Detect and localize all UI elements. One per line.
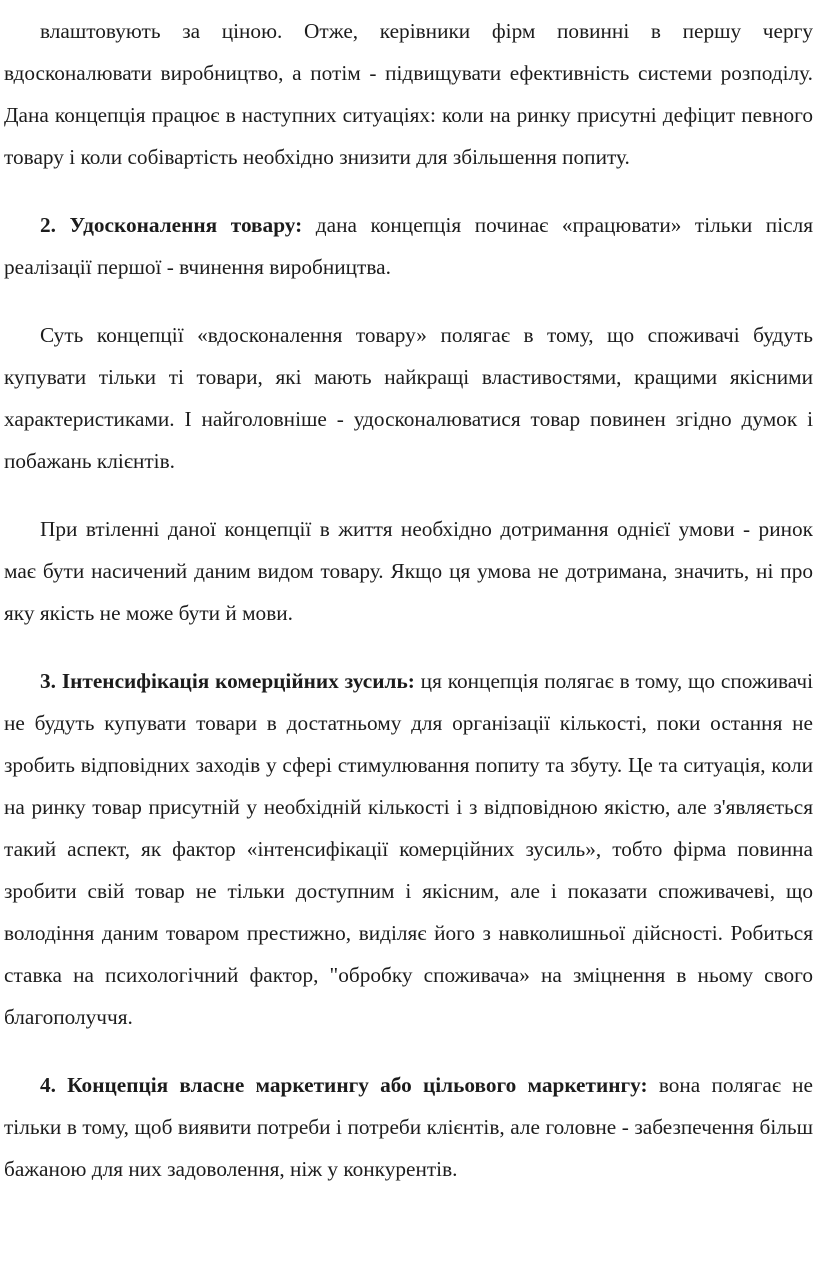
- paragraph-lead: 4. Концепція власне маркетингу або цільового маркетингу:: [40, 1073, 648, 1097]
- paragraph-text: При втіленні даної концепції в життя необхідно дотримання однієї умови - ринок має бути насичений даним видом товару. Якщо ця умова не дотримана, значить, ні про яку якість не може бути й мови.: [4, 517, 813, 625]
- paragraph-target-marketing: [4, 1064, 813, 1190]
- paragraph-product-essence: [4, 314, 813, 482]
- paragraph-text: ця концепція полягає в тому, що споживачі не будуть купувати товари в достатньому для організації кількості, поки остання не зробить відповідних заходів у сфері стимулювання попиту та збуту. Це та ситуація, коли на ринку товар присутній у необхідній кількості і з відповідною якістю, але з'являється такий аспект, як фактор «інтенсифікації комерційних зусиль», тобто фірма повинна зробити свій товар не тільки доступним і якісним, але і показати споживачеві, що володіння даним товаром престижно, виділяє його з навколишньої дійсності. Робиться ставка на психологічний фактор, "обробку споживача» на зміцнення в ньому свого благополуччя.: [4, 669, 814, 1029]
- paragraph-production-concept-end: [4, 10, 813, 178]
- paragraph-text: дана концепція починає «працювати» тільки після реалізації першої - вчинення виробництва.: [4, 213, 813, 279]
- paragraph-lead: 2. Удосконалення товару:: [40, 213, 303, 237]
- paragraph-text: вона полягає не тільки в тому, щоб виявити потреби і потреби клієнтів, але головне - забезпечення більш бажаною для них задоволення, ніж у конкурентів.: [4, 1073, 814, 1181]
- paragraph-text: влаштовують за ціною. Отже, керівники фірм повинні в першу чергу вдосконалювати виробництво, а потім - підвищувати ефективність системи розподілу. Дана концепція працює в наступних ситуаціях: коли на ринку присутні дефіцит певного товару і коли собівартість необхідно знизити для збільшення попиту.: [4, 19, 813, 169]
- paragraph-text: Суть концепції «вдосконалення товару» полягає в тому, що споживачі будуть купувати тільки ті товари, які мають найкращі властивостями, кращими якісними характеристиками. І найголовніше - удосконалюватися товар повинен згідно думок і побажань клієнтів.: [4, 323, 813, 473]
- paragraph-product-improvement: [4, 204, 813, 288]
- paragraph-market-condition: [4, 508, 813, 634]
- paragraph-commercial-intensification: [4, 660, 813, 1038]
- paragraph-lead: 3. Інтенсифікація комерційних зусиль:: [40, 669, 415, 693]
